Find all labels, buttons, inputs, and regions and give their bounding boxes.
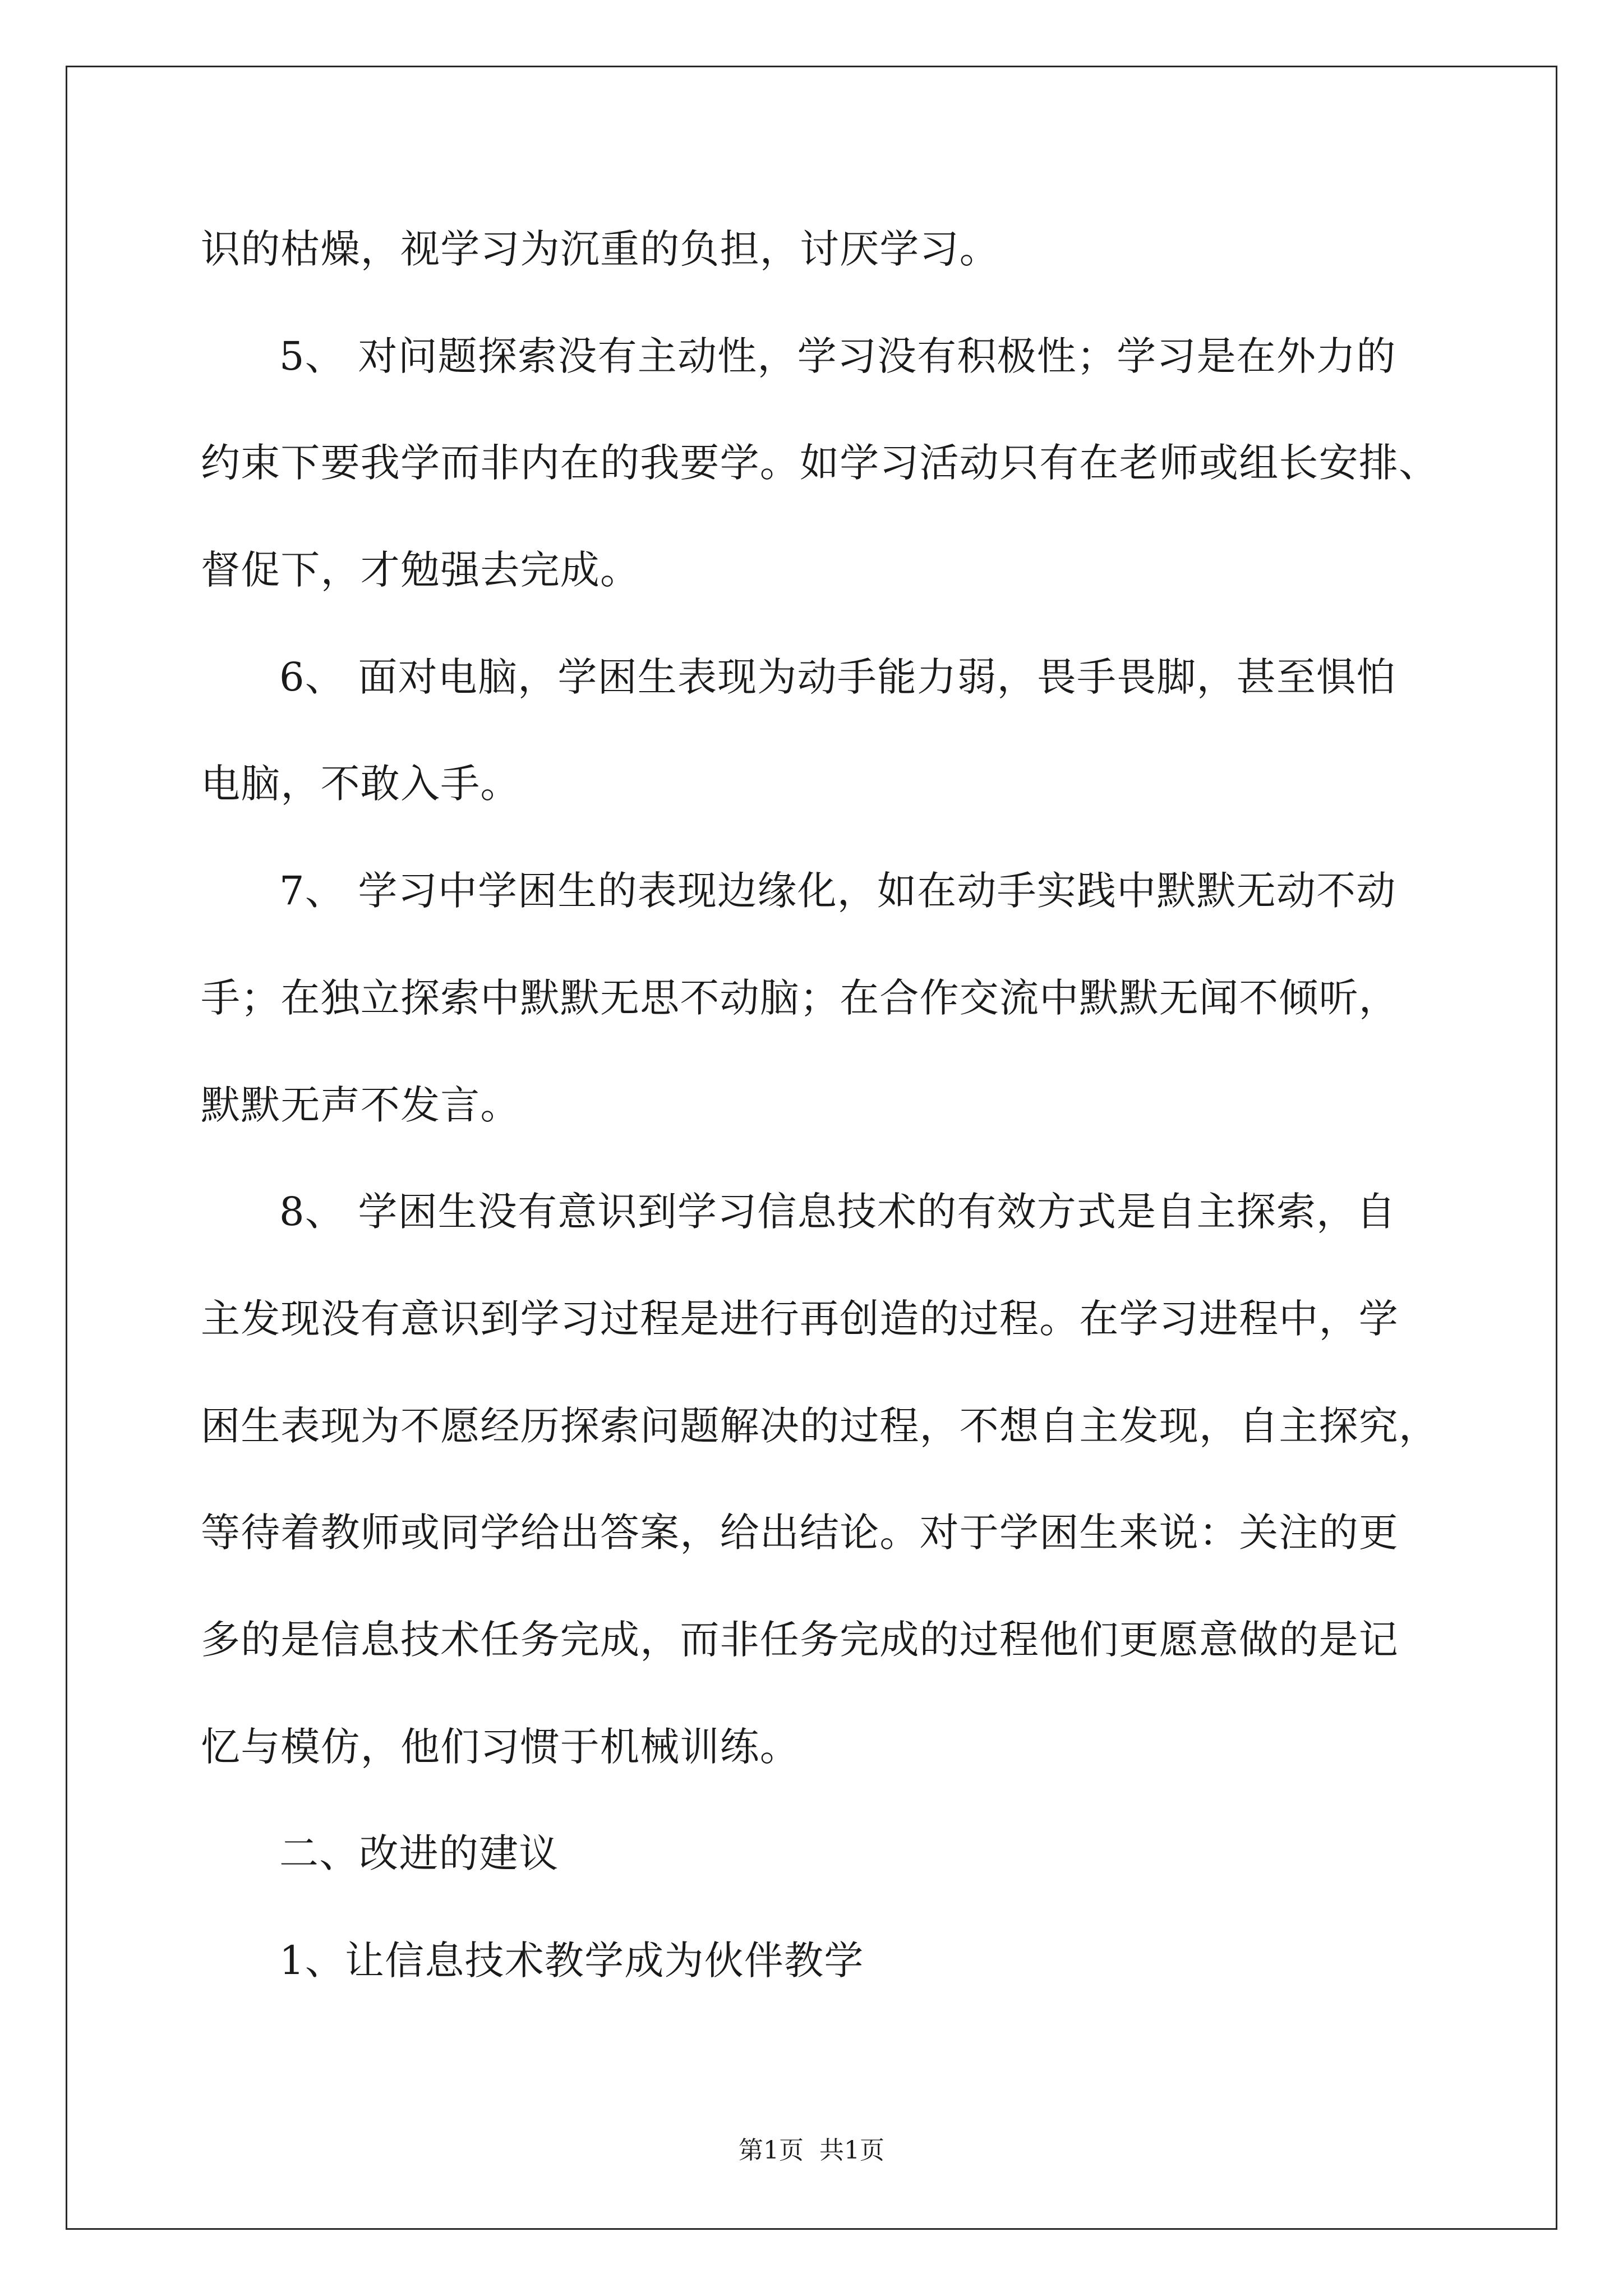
text-line: 约束下要我学而非内在的我要学。如学习活动只有在老师或组长安排、 xyxy=(201,440,1439,486)
text-line: 默默无声不发言。 xyxy=(201,1082,520,1128)
text-line: 忆与模仿，他们习惯于机械训练。 xyxy=(201,1723,800,1770)
section-heading: 二、改进的建议 xyxy=(279,1830,559,1877)
text-line: 8、 学困生没有意识到学习信息技术的有效方式是自主探索，自 xyxy=(279,1189,1396,1235)
text-line: 5、 对问题探索没有主动性，学习没有积极性；学习是在外力的 xyxy=(279,333,1396,379)
text-line: 识的枯燥，视学习为沉重的负担，讨厌学习。 xyxy=(201,226,999,272)
text-line: 督促下，才勉强去完成。 xyxy=(201,547,640,593)
footer-page-number: 第1页 共1页 xyxy=(739,2136,884,2165)
paragraph xyxy=(201,196,1547,303)
paragraph xyxy=(201,838,1547,1158)
text-line: 主发现没有意识到学习过程是进行再创造的过程。在学习进程中，学 xyxy=(201,1295,1399,1342)
subheading: 1、让信息技术教学成为伙伴教学 xyxy=(279,1938,864,1984)
text-line: 等待着教师或同学给出答案，给出结论。对于学困生来说：关注的更 xyxy=(201,1510,1399,1556)
text-line: 困生表现为不愿经历探索问题解决的过程，不想自主发现，自主探究， xyxy=(201,1402,1439,1449)
text-line: 多的是信息技术任务完成，而非任务完成的过程他们更愿意做的是记 xyxy=(201,1616,1399,1663)
paragraph xyxy=(201,624,1547,838)
paragraph xyxy=(201,1158,1547,1800)
text-line: 手；在独立探索中默默无思不动脑；在合作交流中默默无闻不倾听， xyxy=(201,974,1399,1021)
text-line: 7、 学习中学困生的表现边缘化，如在动手实践中默默无动不动 xyxy=(279,868,1396,914)
text-line: 电脑，不敢入手。 xyxy=(201,761,520,807)
paragraph xyxy=(201,303,1547,624)
document-body xyxy=(201,196,1547,2014)
text-line: 6、 面对电脑，学困生表现为动手能力弱，畏手畏脚，甚至惧怕 xyxy=(279,654,1396,700)
